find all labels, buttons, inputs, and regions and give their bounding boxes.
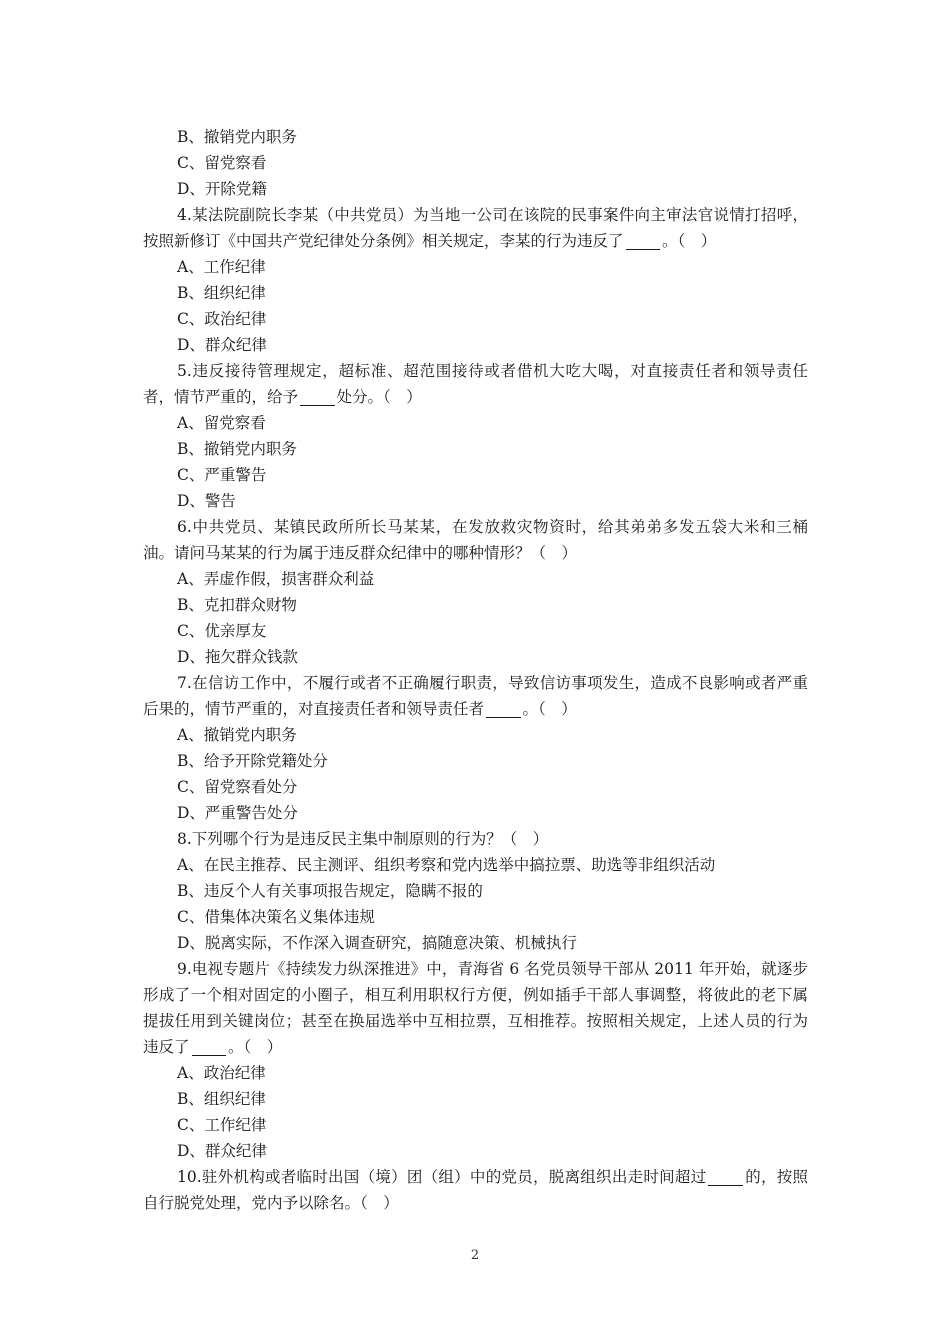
question-stem: 9.电视专题片《持续发力纵深推进》中，青海省 6 名党员领导干部从 2011 年开始，就逐步形成了一个相对固定的小圈子，相互利用职权行方便，例如插手干部人事调整，将彼此的老下属提拔任用到关键岗位；甚至在换届选举中互相拉票，互相推荐。按照相关规定，上述人员的行为违反了 — [143, 960, 808, 1056]
answer-option: B、给予开除党籍处分 — [177, 752, 328, 770]
answer-option: A、政治纪律 — [177, 1064, 266, 1082]
fill-in-blank — [626, 233, 661, 250]
answer-option: B、组织纪律 — [177, 284, 266, 302]
question-stem: 8.下列哪个行为是违反民主集中制原则的行为？（ ） — [177, 830, 549, 848]
answer-option: A、撤销党内职务 — [177, 726, 297, 744]
answer-option: D、开除党籍 — [177, 180, 267, 198]
answer-option: A、留党察看 — [177, 414, 266, 432]
answer-option: D、严重警告处分 — [177, 804, 298, 822]
question-tail: 。（ ） — [662, 232, 717, 250]
answer-option: D、群众纪律 — [177, 336, 267, 354]
answer-option: A、在民主推荐、民主测评、组织考察和党内选举中搞拉票、助选等非组织活动 — [177, 856, 716, 874]
answer-option: D、拖欠群众钱款 — [177, 648, 298, 666]
answer-option: C、工作纪律 — [177, 1116, 267, 1134]
answer-option: C、借集体决策名义集体违规 — [177, 908, 375, 926]
answer-option: B、克扣群众财物 — [177, 596, 297, 614]
question-stem: 5.违反接待管理规定，超标准、超范围接待或者借机大吃大喝，对直接责任者和领导责任者，情节严重的，给予 — [143, 362, 808, 406]
question-text — [143, 670, 808, 722]
question-text — [143, 826, 808, 852]
fill-in-blank — [300, 389, 335, 406]
page-number: 2 — [470, 1248, 480, 1263]
fill-in-blank — [192, 1039, 227, 1056]
answer-option: C、留党察看处分 — [177, 778, 298, 796]
answer-option: C、严重警告 — [177, 466, 267, 484]
answer-option: A、弄虚作假，损害群众利益 — [177, 570, 375, 588]
document-body — [143, 124, 808, 1216]
question-text — [143, 358, 808, 410]
answer-option: D、脱离实际，不作深入调查研究，搞随意决策、机械执行 — [177, 934, 577, 952]
answer-option: C、留党察看 — [177, 154, 267, 172]
question-stem: 7.在信访工作中，不履行或者不正确履行职责，导致信访事项发生，造成不良影响或者严重后果的，情节严重的，对直接责任者和领导责任者 — [143, 674, 808, 718]
question-tail: 的，按照自行脱党处理，党内予以除名。（ ） — [143, 1168, 808, 1212]
answer-option: B、撤销党内职务 — [177, 128, 297, 146]
answer-option: B、撤销党内职务 — [177, 440, 297, 458]
answer-option: A、工作纪律 — [177, 258, 266, 276]
answer-option: B、违反个人有关事项报告规定，隐瞒不报的 — [177, 882, 483, 900]
question-stem: 4.某法院副院长李某（中共党员）为当地一公司在该院的民事案件向主审法官说情打招呼，按照新修订《中国共产党纪律处分条例》相关规定，李某的行为违反了 — [143, 206, 808, 250]
answer-option: D、群众纪律 — [177, 1142, 267, 1160]
answer-option: C、政治纪律 — [177, 310, 267, 328]
question-tail: 。（ ） — [522, 700, 577, 718]
question-tail: 处分。（ ） — [336, 388, 422, 406]
fill-in-blank — [708, 1169, 743, 1186]
question-text — [143, 202, 808, 254]
question-stem: 10.驻外机构或者临时出国（境）团（组）中的党员，脱离组织出走时间超过 — [177, 1168, 707, 1186]
question-stem: 6.中共党员、某镇民政所所长马某某，在发放救灾物资时，给其弟弟多发五袋大米和三桶油。请问马某某的行为属于违反群众纪律中的哪种情形？（ ） — [143, 518, 808, 562]
answer-option: D、警告 — [177, 492, 236, 510]
question-text — [143, 956, 808, 1060]
fill-in-blank — [486, 701, 521, 718]
answer-option: B、组织纪律 — [177, 1090, 266, 1108]
question-text — [143, 1164, 808, 1216]
answer-option: C、优亲厚友 — [177, 622, 267, 640]
question-text — [143, 514, 808, 566]
question-tail: 。（ ） — [228, 1038, 283, 1056]
